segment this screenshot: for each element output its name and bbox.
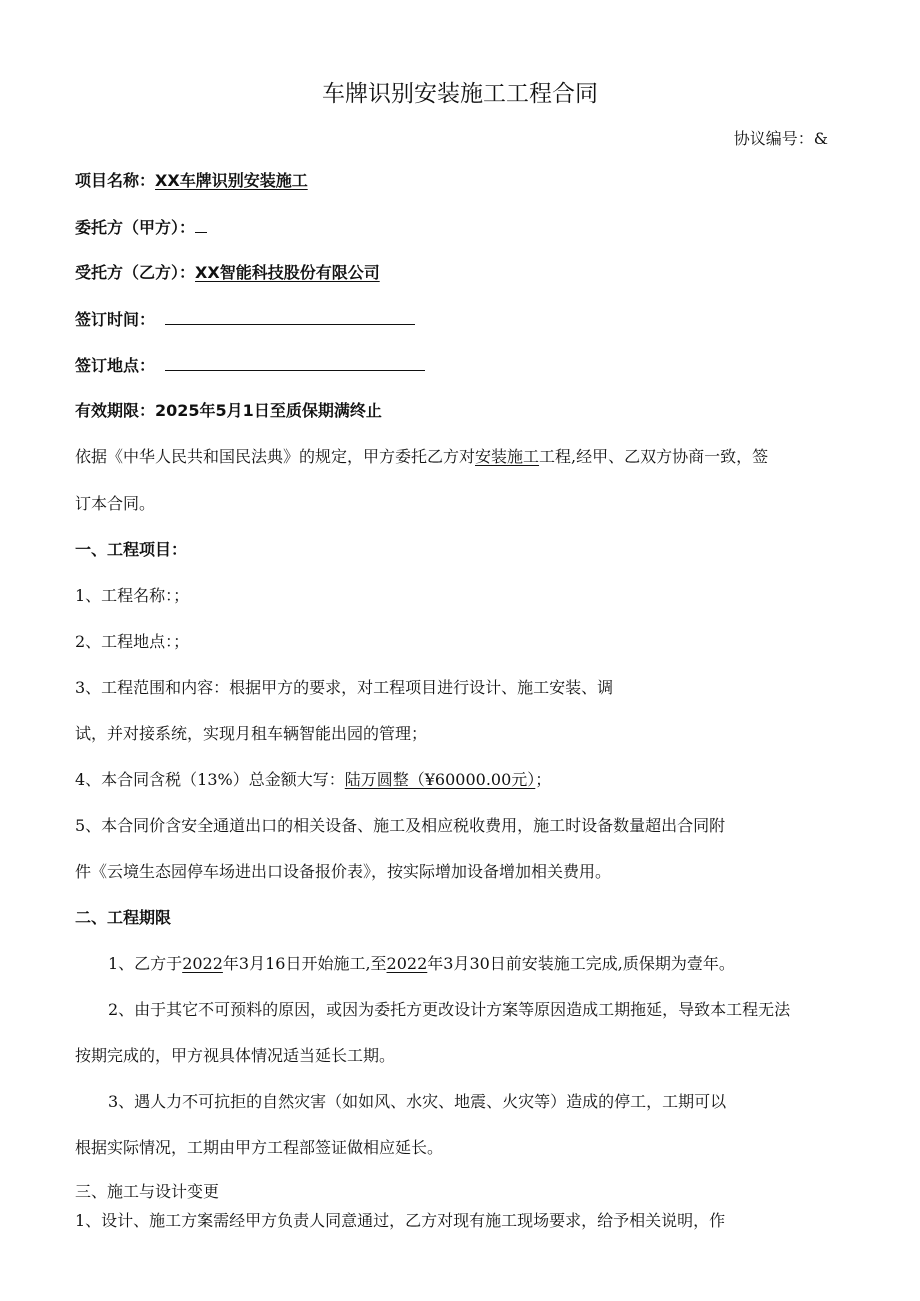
project-name-label: 项目名称： [75,171,156,190]
section-1-item-4 [75,769,551,791]
section-2-para-3-line-2: 根据实际情况，工期由甲方工程部签证做相应延长。 [75,1138,444,1157]
end-year: 2022 [386,954,428,973]
validity-value: 2025年5月1日至质保期满终止 [155,401,382,420]
section-1-item-1: 1、工程名称：； [75,586,190,605]
contractor-line [75,262,380,284]
section-1-heading: 一、工程项目： [75,540,188,559]
period-text-e: 年3月30日前安装施工完成,质保期为壹年。 [427,954,735,973]
contractor-label: 受托方（乙方）： [75,263,196,282]
total-amount-end: ； [535,770,552,789]
section-2-para-2-line-1: 2、由于其它不可预料的原因，或因为委托方更改设计方案等原因造成工期拖延，导致本工程无法 [108,1000,791,1019]
section-1-item-3-line-1: 3、工程范围和内容：根据甲方的要求，对工程项目进行设计、施工安装、调 [75,678,614,697]
agreement-number: 协议编号：& [733,129,828,148]
document-title: 车牌识别安装施工工程合同 [322,81,598,107]
sign-place-label: 签订地点： [75,356,156,375]
validity-label: 有效期限： [75,401,156,420]
validity-line [75,400,382,422]
project-name-value: XX车牌识别安装施工 [155,171,308,190]
sign-place-line [75,354,425,377]
section-1-item-5-line-1: 5、本合同价含安全通道出口的相关设备、施工及相应税收费用，施工时设备数量超出合同附 [75,816,726,835]
section-1-item-5-line-2: 件《云境生态园停车场进出口设备报价表》，按实际增加设备增加相关费用。 [75,862,612,881]
section-3-para-1: 1、设计、施工方案需经甲方负责人同意通过，乙方对现有施工现场要求，给予相关说明，作 [75,1211,726,1230]
total-amount-value: 陆万圆整（¥60000.00元） [344,770,536,789]
section-2-para-3-line-1: 3、遇人力不可抗拒的自然灾害（如如风、水灾、地震、火灾等）造成的停工，工期可以 [108,1092,727,1111]
sign-time-label: 签订时间： [75,310,156,329]
section-1-item-3-line-2: 试，并对接系统，实现月租车辆智能出园的管理； [75,724,428,743]
client-line [75,216,207,239]
project-name-line [75,170,308,192]
sign-place-blank [165,354,425,371]
section-2-heading: 二、工程期限 [75,908,172,927]
intro-line-1 [75,446,768,468]
sign-time-blank [165,308,415,325]
intro-text-a: 依据《中华人民共和国民法典》的规定，甲方委托乙方对 [75,447,476,466]
sign-time-line [75,308,415,331]
contractor-value: XX智能科技股份有限公司 [195,263,380,282]
intro-text-c: 工程,经甲、乙双方协商一致，签 [539,447,769,466]
section-1-item-2: 2、工程地点：； [75,632,190,651]
section-3-heading: 三、施工与设计变更 [75,1182,220,1201]
period-text-c: 年3月16日开始施工,至 [222,954,387,973]
section-2-para-1 [108,953,735,975]
total-amount-label: 4、本合同含税（13%）总金额大写： [75,770,345,789]
intro-text-b: 安装施工 [475,447,540,466]
client-label: 委托方（甲方）： [75,218,196,237]
section-2-para-2-line-2: 按期完成的，甲方视具体情况适当延长工期。 [75,1046,396,1065]
start-year: 2022 [182,954,223,973]
period-text-a: 1、乙方于 [108,954,183,973]
intro-line-2: 订本合同。 [75,494,156,513]
client-value-blank [195,216,207,233]
